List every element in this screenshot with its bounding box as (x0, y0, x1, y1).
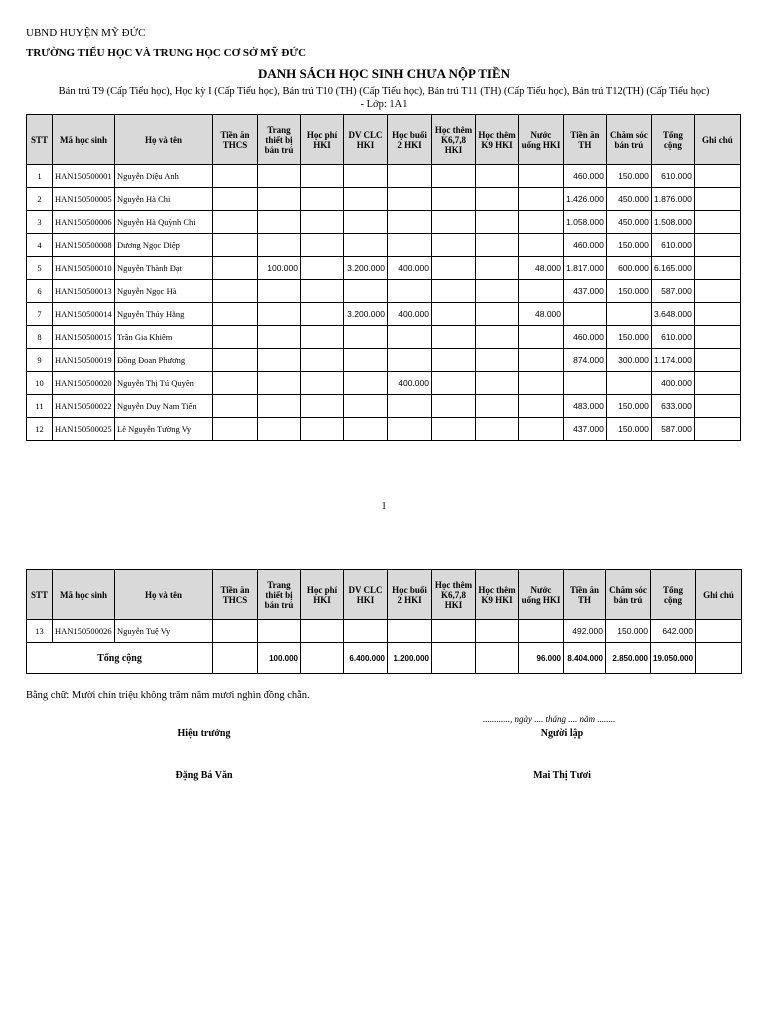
cell-session2 (388, 349, 432, 372)
cell-meal-thcs (213, 326, 258, 349)
cell-meal-th: 1.058.000 (564, 211, 607, 234)
column-header-student-id: Mã học sinh (53, 115, 115, 165)
column-header-care: Chăm sóc bán trú (606, 115, 651, 165)
cell-water (519, 418, 564, 441)
table-row (27, 326, 741, 349)
cell-meal-thcs (213, 211, 258, 234)
cell-student-id: HAN150500008 (53, 234, 115, 257)
cell-student-id: HAN150500010 (53, 257, 115, 280)
principal-name: Đặng Bá Văn (175, 770, 233, 781)
cell-student-name: Nguyễn Thị Tú Quyên (115, 372, 213, 395)
cell-equipment (258, 372, 301, 395)
subtitle-line-1: Bán trú T9 (Cấp Tiểu học), Học kỳ I (Cấp Tiểu học), Bán trú T10 (TH) (Cấp Tiểu học), Bán trú T11 (TH) (Cấp Tiểu học), Bán trú T12(TH) (Cấp Tiểu học) (58, 86, 710, 97)
cell-meal-thcs (213, 280, 258, 303)
column-header-total: Tổng cộng (651, 570, 696, 620)
cell-meal-th: 1.426.000 (564, 188, 607, 211)
cell-extra-k678 (432, 188, 476, 211)
cell-student-id: HAN150500020 (53, 372, 115, 395)
cell-equipment (258, 188, 301, 211)
column-header-student-name: Họ và tên (115, 115, 213, 165)
cell-extra-k9 (476, 165, 519, 188)
cell-session2 (388, 211, 432, 234)
total-meal-thcs (213, 643, 258, 674)
table-row (27, 349, 741, 372)
cell-tuition (301, 188, 344, 211)
cell-water: 48.000 (519, 257, 564, 280)
cell-water: 48.000 (519, 303, 564, 326)
cell-meal-th: 460.000 (564, 165, 607, 188)
column-header-equipment: Trang thiết bị bán trú (258, 115, 301, 165)
cell-extra-k9 (476, 620, 519, 643)
cell-clc-service: 3.200.000 (344, 257, 388, 280)
cell-equipment (258, 349, 301, 372)
cell-student-name: Nguyễn Diệu Anh (115, 165, 213, 188)
cell-total: 587.000 (651, 280, 694, 303)
cell-note (694, 257, 740, 280)
cell-stt: 1 (27, 165, 53, 188)
total-session2: 1.200.000 (388, 643, 432, 674)
cell-student-id: HAN150500005 (53, 188, 115, 211)
cell-note (694, 395, 740, 418)
column-header-tuition: Học phí HKI (301, 570, 344, 620)
cell-tuition (301, 165, 344, 188)
cell-total: 1.508.000 (651, 211, 694, 234)
cell-session2: 400.000 (388, 372, 432, 395)
cell-meal-thcs (213, 165, 258, 188)
cell-session2 (388, 326, 432, 349)
cell-care: 450.000 (606, 188, 651, 211)
cell-extra-k678 (432, 620, 476, 643)
cell-student-id: HAN150500006 (53, 211, 115, 234)
total-extra-k9 (476, 643, 519, 674)
cell-student-name: Dương Ngọc Diệp (115, 234, 213, 257)
cell-tuition (301, 395, 344, 418)
cell-water (519, 280, 564, 303)
column-header-meal-th: Tiền ăn TH (564, 115, 607, 165)
cell-total: 610.000 (651, 326, 694, 349)
cell-clc-service (344, 188, 388, 211)
total-equipment: 100.000 (258, 643, 301, 674)
cell-care: 300.000 (606, 349, 651, 372)
cell-total: 400.000 (651, 372, 694, 395)
cell-session2: 400.000 (388, 257, 432, 280)
total-note (696, 643, 742, 674)
cell-meal-th (564, 303, 607, 326)
cell-student-name: Nguyễn Tuệ Vy (115, 620, 213, 643)
cell-tuition (301, 620, 344, 643)
principal-title: Hiệu trưởng (177, 728, 231, 739)
cell-equipment (258, 211, 301, 234)
cell-extra-k678 (432, 418, 476, 441)
cell-note (694, 188, 740, 211)
cell-equipment (258, 620, 301, 643)
cell-stt: 13 (27, 620, 53, 643)
cell-care: 150.000 (606, 326, 651, 349)
cell-water (519, 349, 564, 372)
cell-extra-k678 (432, 372, 476, 395)
column-header-meal-thcs: Tiền ăn THCS (213, 115, 258, 165)
cell-equipment (258, 234, 301, 257)
column-header-student-id: Mã học sinh (53, 570, 115, 620)
column-header-total: Tổng cộng (651, 115, 694, 165)
cell-extra-k9 (476, 395, 519, 418)
cell-tuition (301, 280, 344, 303)
cell-care: 150.000 (606, 234, 651, 257)
cell-extra-k678 (432, 395, 476, 418)
column-header-note: Ghi chú (696, 570, 742, 620)
table-row (27, 303, 741, 326)
cell-student-id: HAN150500015 (53, 326, 115, 349)
total-label: Tổng cộng (27, 643, 213, 674)
table-row (27, 395, 741, 418)
cell-clc-service (344, 211, 388, 234)
total-tuition (301, 643, 344, 674)
cell-care: 150.000 (606, 280, 651, 303)
cell-note (694, 326, 740, 349)
cell-clc-service (344, 620, 388, 643)
school-name: TRƯỜNG TIỂU HỌC VÀ TRUNG HỌC CƠ SỞ MỸ ĐỨC (26, 47, 307, 59)
cell-extra-k678 (432, 211, 476, 234)
total-care: 2.850.000 (606, 643, 651, 674)
cell-student-id: HAN150500022 (53, 395, 115, 418)
cell-extra-k678 (432, 234, 476, 257)
cell-clc-service (344, 395, 388, 418)
cell-extra-k9 (476, 280, 519, 303)
cell-tuition (301, 326, 344, 349)
cell-note (694, 418, 740, 441)
cell-tuition (301, 211, 344, 234)
cell-clc-service (344, 372, 388, 395)
cell-extra-k9 (476, 211, 519, 234)
column-header-extra-k9: Học thêm K9 HKI (476, 570, 519, 620)
cell-clc-service (344, 234, 388, 257)
column-header-clc-service: DV CLC HKI (344, 115, 388, 165)
cell-note (694, 372, 740, 395)
cell-session2 (388, 418, 432, 441)
cell-meal-th: 437.000 (564, 418, 607, 441)
cell-meal-thcs (213, 234, 258, 257)
cell-stt: 6 (27, 280, 53, 303)
cell-water (519, 234, 564, 257)
cell-meal-th: 1.817.000 (564, 257, 607, 280)
cell-meal-thcs (213, 395, 258, 418)
column-header-care: Chăm sóc bán trú (606, 570, 651, 620)
total-extra-k678 (432, 643, 476, 674)
cell-total: 1.876.000 (651, 188, 694, 211)
cell-total: 610.000 (651, 234, 694, 257)
cell-extra-k678 (432, 280, 476, 303)
cell-stt: 10 (27, 372, 53, 395)
cell-water (519, 188, 564, 211)
cell-student-id: HAN150500025 (53, 418, 115, 441)
column-header-student-name: Họ và tên (115, 570, 213, 620)
cell-care (606, 303, 651, 326)
column-header-extra-k9: Học thêm K9 HKI (476, 115, 519, 165)
cell-total: 3.648.000 (651, 303, 694, 326)
cell-total: 587.000 (651, 418, 694, 441)
cell-meal-th: 483.000 (564, 395, 607, 418)
document-title: DANH SÁCH HỌC SINH CHƯA NỘP TIỀN (257, 66, 511, 81)
students-table-page-2 (26, 569, 742, 674)
cell-meal-th (564, 372, 607, 395)
cell-extra-k9 (476, 349, 519, 372)
cell-student-id: HAN150500026 (53, 620, 115, 643)
cell-water (519, 372, 564, 395)
cell-tuition (301, 234, 344, 257)
cell-stt: 9 (27, 349, 53, 372)
cell-student-name: Nguyễn Ngọc Hà (115, 280, 213, 303)
table-row (27, 418, 741, 441)
cell-stt: 11 (27, 395, 53, 418)
cell-extra-k9 (476, 188, 519, 211)
org-name: UBND HUYỆN MỸ ĐỨC (26, 27, 146, 39)
column-header-session2: Học buổi 2 HKI (388, 570, 432, 620)
column-header-extra-k678: Học thêm K6,7,8 HKI (432, 115, 476, 165)
cell-stt: 8 (27, 326, 53, 349)
cell-total: 642.000 (651, 620, 696, 643)
cell-stt: 2 (27, 188, 53, 211)
column-header-meal-th: Tiền ăn TH (564, 570, 606, 620)
cell-meal-thcs (213, 620, 258, 643)
cell-student-id: HAN150500013 (53, 280, 115, 303)
cell-equipment: 100.000 (258, 257, 301, 280)
cell-session2: 400.000 (388, 303, 432, 326)
cell-care: 150.000 (606, 395, 651, 418)
column-header-stt: STT (27, 570, 53, 620)
table-header-row (27, 115, 741, 165)
cell-tuition (301, 257, 344, 280)
column-header-session2: Học buổi 2 HKI (388, 115, 432, 165)
cell-care: 150.000 (606, 165, 651, 188)
cell-meal-thcs (213, 418, 258, 441)
table-row (27, 372, 741, 395)
total-row (27, 643, 742, 674)
table-row (27, 280, 741, 303)
cell-note (694, 349, 740, 372)
column-header-meal-thcs: Tiền ăn THCS (213, 570, 258, 620)
cell-meal-thcs (213, 372, 258, 395)
cell-extra-k9 (476, 234, 519, 257)
cell-clc-service (344, 326, 388, 349)
column-header-stt: STT (27, 115, 53, 165)
total-water: 96.000 (519, 643, 564, 674)
table-row (27, 211, 741, 234)
cell-water (519, 326, 564, 349)
cell-extra-k678 (432, 165, 476, 188)
amount-in-words: Bằng chữ: Mười chín triệu không trăm năm mươi nghìn đồng chẵn. (26, 690, 310, 701)
cell-extra-k678 (432, 303, 476, 326)
cell-session2 (388, 280, 432, 303)
cell-session2 (388, 234, 432, 257)
cell-extra-k9 (476, 326, 519, 349)
cell-equipment (258, 326, 301, 349)
cell-session2 (388, 188, 432, 211)
cell-total: 633.000 (651, 395, 694, 418)
cell-student-name: Lê Nguyễn Tường Vy (115, 418, 213, 441)
cell-tuition (301, 418, 344, 441)
cell-note (694, 280, 740, 303)
table-row (27, 257, 741, 280)
column-header-tuition: Học phí HKI (301, 115, 344, 165)
cell-extra-k9 (476, 372, 519, 395)
cell-stt: 5 (27, 257, 53, 280)
cell-student-name: Nguyễn Thành Đạt (115, 257, 213, 280)
total-total: 19.050.000 (651, 643, 696, 674)
cell-clc-service (344, 165, 388, 188)
cell-meal-th: 492.000 (564, 620, 606, 643)
cell-student-name: Đồng Đoan Phương (115, 349, 213, 372)
column-header-water: Nước uống HKI (519, 570, 564, 620)
cell-meal-th: 437.000 (564, 280, 607, 303)
cell-care: 150.000 (606, 620, 651, 643)
column-header-clc-service: DV CLC HKI (344, 570, 388, 620)
cell-stt: 7 (27, 303, 53, 326)
total-meal-th: 8.404.000 (564, 643, 606, 674)
preparer-name: Mai Thị Tươi (533, 770, 591, 781)
cell-extra-k9 (476, 257, 519, 280)
column-header-water: Nước uống HKI (519, 115, 564, 165)
cell-student-id: HAN150500014 (53, 303, 115, 326)
cell-note (696, 620, 742, 643)
cell-note (694, 211, 740, 234)
cell-meal-th: 460.000 (564, 326, 607, 349)
table-row (27, 188, 741, 211)
cell-meal-th: 874.000 (564, 349, 607, 372)
cell-student-name: Trần Gia Khiêm (115, 326, 213, 349)
cell-equipment (258, 165, 301, 188)
table-row (27, 165, 741, 188)
cell-equipment (258, 303, 301, 326)
cell-meal-th: 460.000 (564, 234, 607, 257)
cell-note (694, 234, 740, 257)
students-table-page-1 (26, 114, 741, 441)
cell-tuition (301, 372, 344, 395)
subtitle-line-2: - Lớp: 1A1 (360, 99, 408, 110)
cell-stt: 12 (27, 418, 53, 441)
cell-student-name: Nguyễn Hà Quỳnh Chi (115, 211, 213, 234)
cell-water (519, 165, 564, 188)
cell-student-id: HAN150500019 (53, 349, 115, 372)
cell-water (519, 620, 564, 643)
cell-care: 150.000 (606, 418, 651, 441)
cell-session2 (388, 395, 432, 418)
page-number: 1 (381, 501, 387, 512)
document-subtitle (0, 85, 768, 111)
cell-extra-k678 (432, 326, 476, 349)
table-row (27, 620, 742, 643)
cell-equipment (258, 395, 301, 418)
cell-clc-service: 3.200.000 (344, 303, 388, 326)
cell-total: 610.000 (651, 165, 694, 188)
cell-stt: 3 (27, 211, 53, 234)
column-header-equipment: Trang thiết bị bán trú (258, 570, 301, 620)
cell-equipment (258, 418, 301, 441)
total-clc-service: 6.400.000 (344, 643, 388, 674)
column-header-note: Ghi chú (694, 115, 740, 165)
cell-stt: 4 (27, 234, 53, 257)
cell-total: 6.165.000 (651, 257, 694, 280)
cell-care: 600.000 (606, 257, 651, 280)
cell-meal-thcs (213, 257, 258, 280)
date-line: ............, ngày .... tháng .... năm ........ (483, 714, 616, 724)
cell-session2 (388, 620, 432, 643)
cell-water (519, 211, 564, 234)
cell-clc-service (344, 280, 388, 303)
cell-extra-k9 (476, 303, 519, 326)
cell-care: 450.000 (606, 211, 651, 234)
cell-student-name: Nguyễn Hà Chi (115, 188, 213, 211)
cell-meal-thcs (213, 188, 258, 211)
cell-care (606, 372, 651, 395)
cell-extra-k9 (476, 418, 519, 441)
cell-note (694, 165, 740, 188)
preparer-title: Người lập (540, 728, 584, 739)
cell-tuition (301, 349, 344, 372)
column-header-extra-k678: Học thêm K6,7,8 HKI (432, 570, 476, 620)
cell-student-name: Nguyễn Duy Nam Tiến (115, 395, 213, 418)
cell-meal-thcs (213, 349, 258, 372)
cell-clc-service (344, 349, 388, 372)
table-header-row (27, 570, 742, 620)
cell-session2 (388, 165, 432, 188)
cell-equipment (258, 280, 301, 303)
cell-meal-thcs (213, 303, 258, 326)
cell-tuition (301, 303, 344, 326)
table-row (27, 234, 741, 257)
cell-note (694, 303, 740, 326)
cell-water (519, 395, 564, 418)
cell-clc-service (344, 418, 388, 441)
cell-total: 1.174.000 (651, 349, 694, 372)
cell-student-id: HAN150500001 (53, 165, 115, 188)
cell-student-name: Nguyễn Thúy Hằng (115, 303, 213, 326)
cell-extra-k678 (432, 349, 476, 372)
cell-extra-k678 (432, 257, 476, 280)
